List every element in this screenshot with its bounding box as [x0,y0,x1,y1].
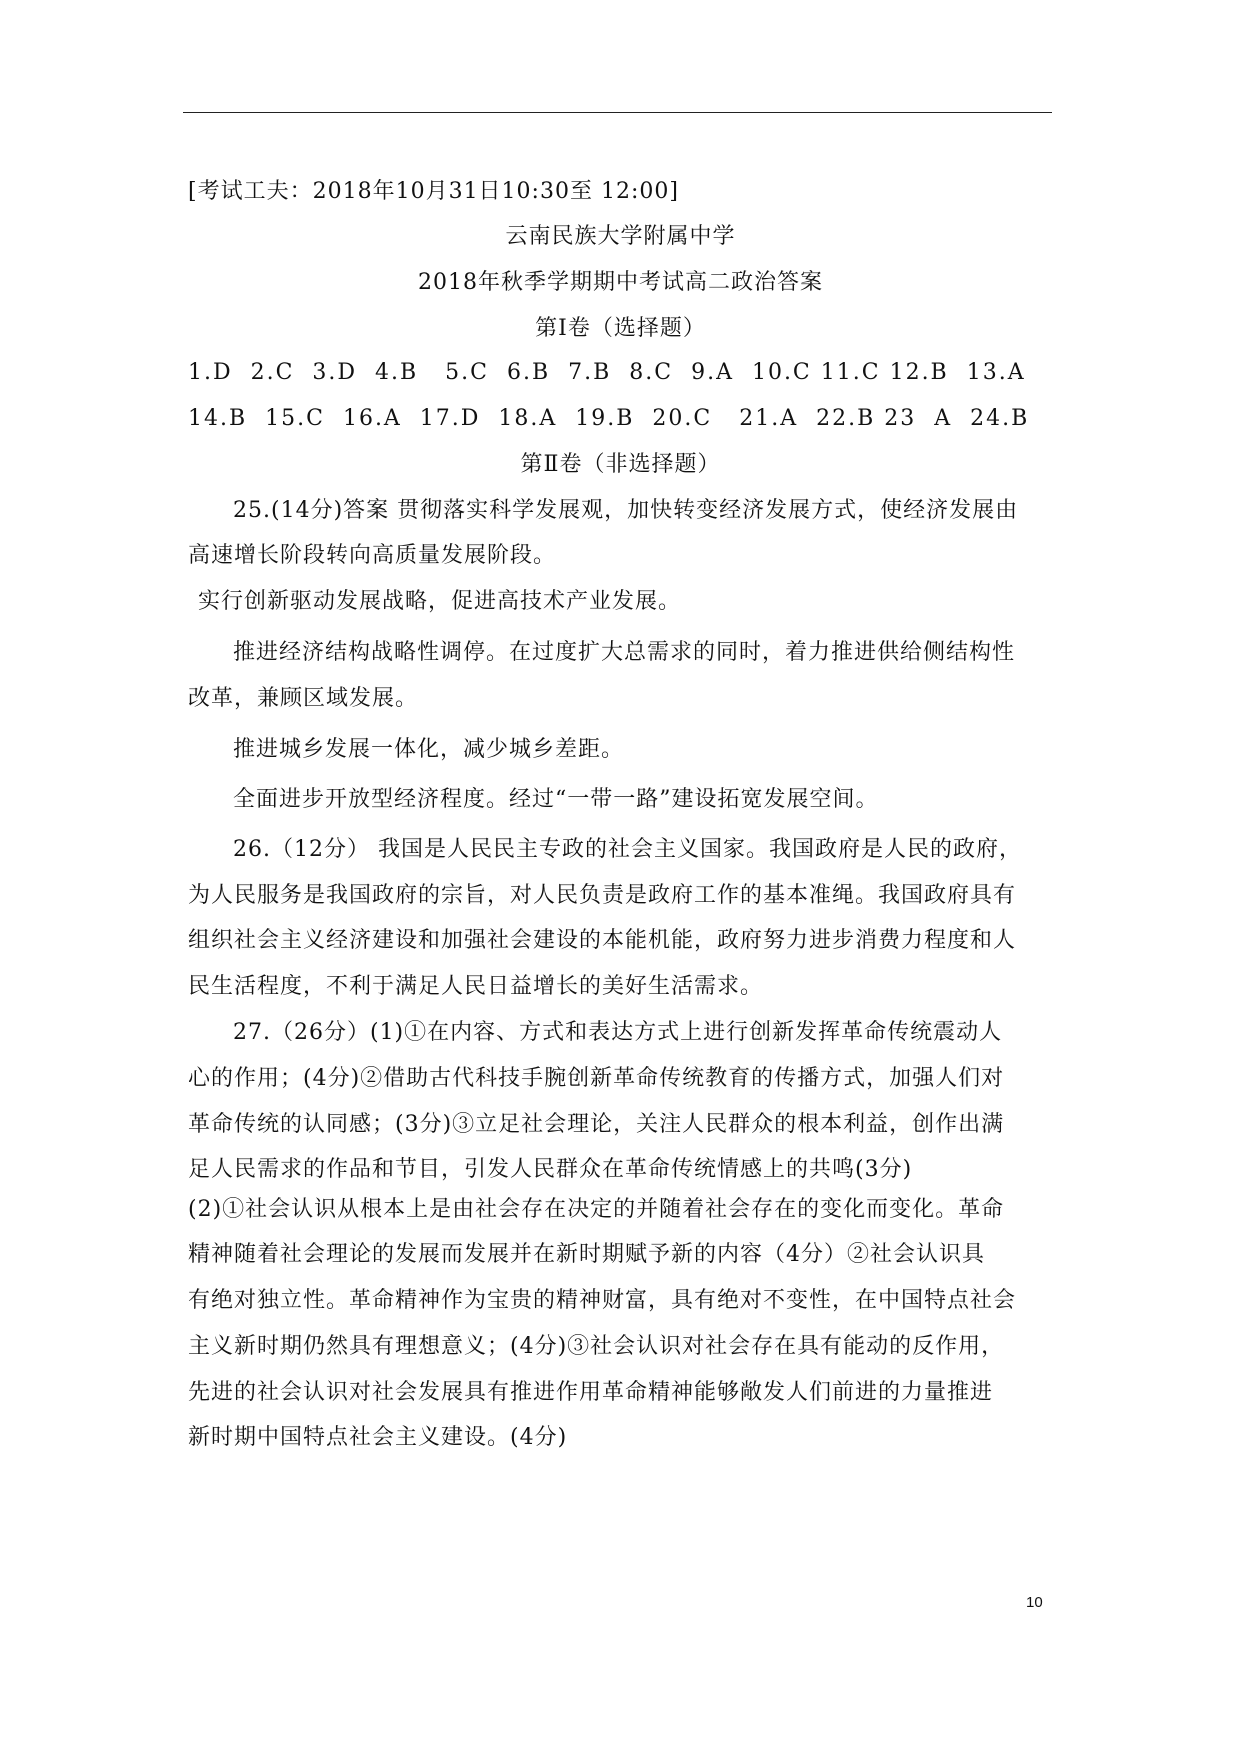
q26-line: 民生活程度，不利于满足人民日益增长的美好生活需求。 [188,974,764,999]
answers-line-2: 14.B 15.C 16.A 17.D 18.A 19.B 20.C 21.A 22.B 23 A 24.B [188,406,1030,431]
q27-line: 精神随着社会理论的发展而发展并在新时期赋予新的内容（4分）②社会认识具 [188,1242,985,1267]
q27-line: 心的作用；(4分)②借助古代科技手腕创新革命传统教育的传播方式，加强人们对 [188,1066,1005,1091]
q27-line: 革命传统的认同感；(3分)③立足社会理论，关注人民群众的根本利益，创作出满 [188,1112,1005,1137]
q27-line: 有绝对独立性。革命精神作为宝贵的精神财富，具有绝对不变性，在中国特点社会 [188,1288,1017,1313]
part2-heading: 第Ⅱ卷（非选择题） [520,452,721,477]
exam-title: 2018年秋季学期期中考试高二政治答案 [418,270,823,295]
header-rule [183,112,1052,113]
q26-line: 为人民服务是我国政府的宗旨，对人民负责是政府工作的基本准绳。我国政府具有 [188,883,1017,908]
q25-line: 全面进步开放型经济程度。经过“一带一路”建设拓宽发展空间。 [233,787,879,812]
answers-line-1: 1.D 2.C 3.D 4.B 5.C 6.B 7.B 8.C 9.A 10.C 11.C 12.B 13.A [188,360,1026,385]
q27-line: 新时期中国特点社会主义建设。(4分) [188,1425,568,1450]
q25-line: 推进城乡发展一体化，减少城乡差距。 [233,737,625,762]
q25-line: 推进经济结构战略性调停。在过度扩大总需求的同时，着力推进供给侧结构性 [233,640,1016,665]
q27-line: 27.（26分）(1)①在内容、方式和表达方式上进行创新发挥革命传统震动人 [233,1020,1003,1045]
page-number: 10 [1026,1594,1043,1611]
part1-heading: 第Ⅰ卷（选择题） [535,316,706,341]
q25-line: 25.(14分)答案 贯彻落实科学发展观，加快转变经济发展方式，使经济发展由 [233,498,1019,523]
q26-line: 组织社会主义经济建设和加强社会建设的本能机能，政府努力进步消费力程度和人 [188,928,1017,953]
q27-line: (2)①社会认识从根本上是由社会存在决定的并随着社会存在的变化而变化。革命 [188,1197,1005,1222]
q25-line: 实行创新驱动发展战略，促进高技术产业发展。 [198,589,682,614]
q25-line: 高速增长阶段转向高质量发展阶段。 [188,543,557,568]
q27-line: 足人民需求的作品和节目，引发人民群众在革命传统情感上的共鸣(3分) [188,1157,913,1182]
exam-time: [考试工夫：2018年10月31日10:30至 12:00] [188,179,679,204]
q25-line: 改革，兼顾区域发展。 [188,686,419,711]
q27-line: 主义新时期仍然具有理想意义；(4分)③社会认识对社会存在具有能动的反作用， [188,1334,1005,1359]
q26-line: 26.（12分） 我国是人民民主专政的社会主义国家。我国政府是人民的政府， [233,837,1022,862]
school-name: 云南民族大学附属中学 [505,224,736,249]
q27-line: 先进的社会认识对社会发展具有推进作用革命精神能够敞发人们前进的力量推进 [188,1380,994,1405]
